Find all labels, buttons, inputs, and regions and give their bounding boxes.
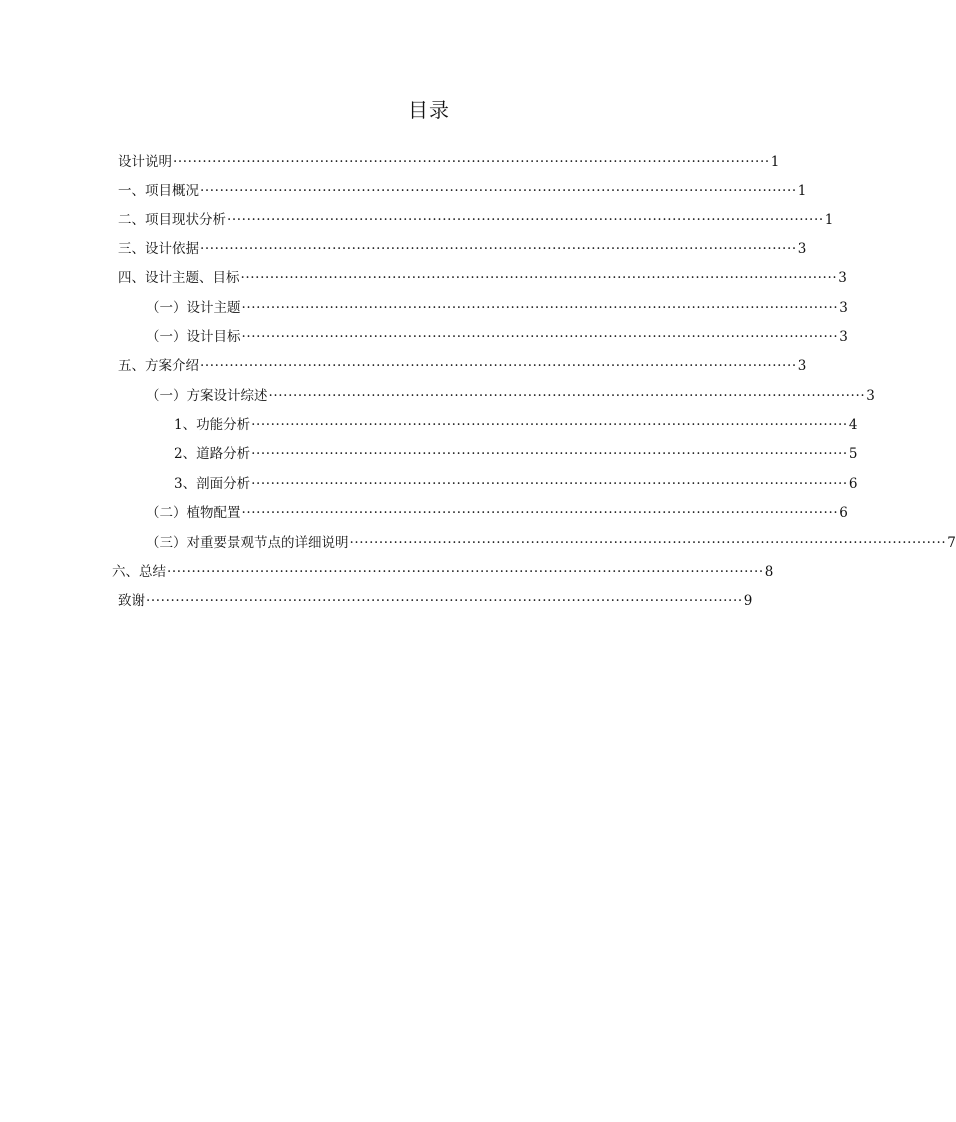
toc-dot-leader: ·························································································································· — [251, 476, 848, 492]
toc-entry-label: （一）方案设计综述 — [146, 388, 268, 404]
toc-dot-leader: ·························································································································· — [173, 154, 770, 170]
toc-entry-page: 3 — [866, 388, 875, 404]
toc-entry-label: 2、道路分析 — [174, 446, 251, 462]
toc-entry-page: 3 — [838, 270, 847, 286]
toc-entry[interactable] — [174, 439, 858, 469]
toc-dot-leader: ·························································································································· — [240, 270, 838, 286]
toc-dot-leader: ·························································································································· — [227, 212, 824, 228]
toc-entry-label: 三、设计依据 — [118, 241, 199, 257]
toc-entry-label: （二）植物配置 — [146, 505, 241, 521]
toc-entry[interactable] — [118, 586, 753, 616]
toc-entry-page: 1 — [797, 183, 807, 199]
toc-entry-page: 9 — [743, 593, 753, 609]
toc-entry[interactable] — [146, 293, 848, 323]
toc-entry-page: 5 — [848, 446, 858, 462]
toc-entry-page: 3 — [797, 358, 807, 374]
toc-entry[interactable] — [118, 147, 780, 177]
toc-entry[interactable] — [118, 234, 807, 264]
toc-entry[interactable] — [174, 469, 858, 499]
toc-entry-page: 6 — [848, 476, 858, 492]
toc-entry-label: 一、项目概况 — [118, 183, 199, 199]
toc-entry-page: 4 — [848, 417, 858, 433]
toc-entry-page: 6 — [839, 505, 848, 521]
toc-dot-leader: ·························································································································· — [241, 300, 839, 316]
toc-entry-label: 设计说明 — [118, 154, 172, 170]
toc-entry[interactable] — [118, 263, 847, 293]
toc-dot-leader: ·························································································································· — [146, 593, 743, 609]
toc-entry[interactable] — [118, 205, 834, 235]
toc-entry[interactable] — [118, 351, 807, 381]
toc-entry[interactable] — [146, 528, 956, 558]
toc-entry-label: 1、功能分析 — [174, 417, 251, 433]
toc-entry-page: 3 — [839, 300, 848, 316]
toc-entry-label: （一）设计主题 — [146, 300, 241, 316]
toc-title: 目录 — [408, 98, 450, 122]
toc-entry-label: 二、项目现状分析 — [118, 212, 226, 228]
toc-entry-page: 1 — [770, 154, 780, 170]
toc-entry-label: （三）对重要景观节点的详细说明 — [146, 535, 349, 551]
toc-dot-leader: ·························································································································· — [251, 417, 848, 433]
toc-entry-label: 六、总结 — [112, 564, 166, 580]
toc-entry-label: 致谢 — [118, 593, 145, 609]
toc-entry-page: 3 — [839, 329, 848, 345]
toc-dot-leader: ·························································································································· — [241, 505, 839, 521]
toc-entry-label: （一）设计目标 — [146, 329, 241, 345]
toc-entry-page: 1 — [824, 212, 834, 228]
toc-entry[interactable] — [112, 557, 774, 587]
toc-entry[interactable] — [146, 381, 875, 411]
toc-entry[interactable] — [146, 498, 848, 528]
toc-entry-label: 五、方案介绍 — [118, 358, 199, 374]
toc-entry-page: 3 — [797, 241, 807, 257]
toc-entry[interactable] — [174, 410, 858, 440]
toc-entry-page: 7 — [947, 535, 956, 551]
toc-dot-leader: ·························································································································· — [200, 358, 797, 374]
toc-entry-label: 3、剖面分析 — [174, 476, 251, 492]
toc-entry-page: 8 — [764, 564, 774, 580]
toc-dot-leader: ·························································································································· — [167, 564, 764, 580]
toc-entry[interactable] — [118, 176, 807, 206]
toc-entry[interactable] — [146, 322, 848, 352]
toc-dot-leader: ·························································································································· — [349, 535, 947, 551]
toc-dot-leader: ·························································································································· — [200, 241, 797, 257]
toc-dot-leader: ·························································································································· — [251, 446, 848, 462]
toc-entry-label: 四、设计主题、目标 — [118, 270, 240, 286]
toc-dot-leader: ·························································································································· — [241, 329, 839, 345]
toc-dot-leader: ·························································································································· — [268, 388, 866, 404]
toc-dot-leader: ·························································································································· — [200, 183, 797, 199]
